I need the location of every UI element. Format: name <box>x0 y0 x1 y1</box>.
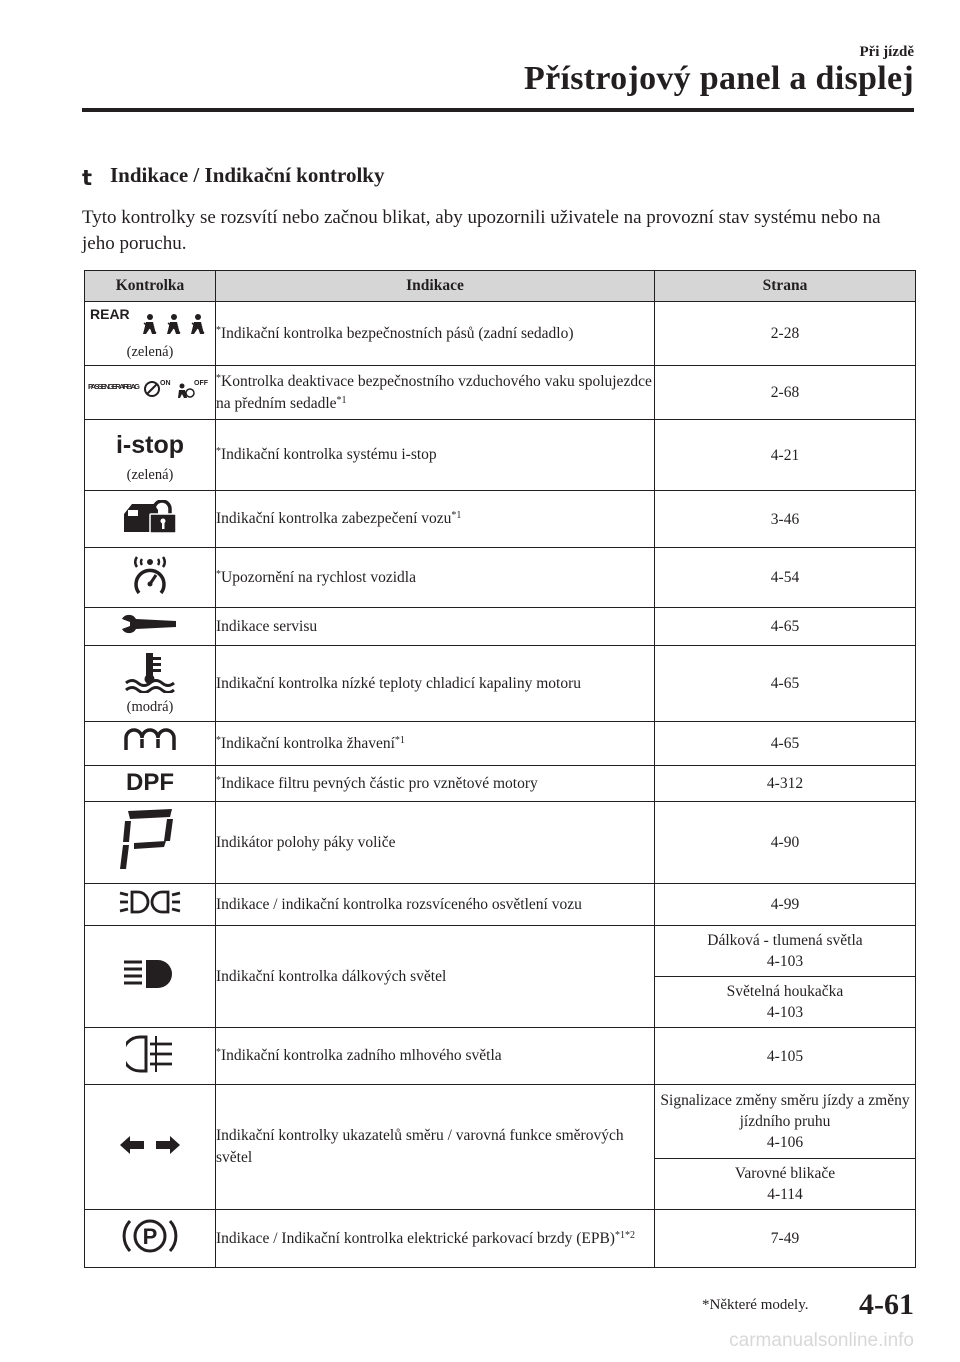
table-row <box>85 766 916 802</box>
page-reference: 3-46 <box>655 491 916 548</box>
icon-cell <box>85 420 216 491</box>
svg-text:ON: ON <box>160 380 171 387</box>
glow-plug-icon <box>120 728 180 759</box>
table-row <box>85 420 916 491</box>
svg-text:OFF: OFF <box>194 380 208 387</box>
page-reference: 4-65 <box>655 608 916 646</box>
description-cell: Indikace / indikační kontrolka rozsvíceného osvětlení vozu <box>216 884 655 926</box>
passenger-airbag-icon <box>88 377 212 408</box>
icon-color-note: (modrá) <box>126 699 174 715</box>
description-cell: *Indikační kontrolka systému i-stop <box>216 420 655 491</box>
page-reference: 4-99 <box>655 884 916 926</box>
page-reference: Dálková - tlumená světla 4-103 <box>655 926 916 977</box>
table-row <box>85 884 916 926</box>
table-row <box>85 722 916 766</box>
wrench-icon <box>120 613 180 640</box>
icon-cell <box>85 1028 216 1085</box>
icon-cell <box>85 1085 216 1210</box>
speed-alert-icon <box>123 553 177 602</box>
svg-text:PASSENGER AIRBAG: PASSENGER AIRBAG <box>88 382 140 391</box>
footnote: *Některé modely. <box>702 1297 809 1313</box>
description-cell: *Indikační kontrolka zadního mlhového světla <box>216 1028 655 1085</box>
i-stop-icon <box>115 427 185 466</box>
description-cell: Indikační kontrolka zabezpečení vozu$^{*1}$ <box>216 491 655 548</box>
page-reference: 4-105 <box>655 1028 916 1085</box>
description-cell: Indikační kontrolka nízké teploty chladicí kapaliny motoru <box>216 646 655 722</box>
icon-cell <box>85 722 216 766</box>
table-row <box>85 608 916 646</box>
page-title: Přístrojový panel a displej <box>524 60 914 97</box>
page-reference: 4-90 <box>655 802 916 884</box>
page-reference: 4-312 <box>655 766 916 802</box>
icon-color-note: (zelená) <box>126 466 174 483</box>
dpf-icon <box>118 768 182 799</box>
page-reference: 7-49 <box>655 1210 916 1268</box>
icon-cell <box>85 1210 216 1268</box>
column-header-icon: Kontrolka <box>85 271 216 302</box>
table-row <box>85 548 916 608</box>
description-cell: Indikace / Indikační kontrolka elektrické parkovací brzdy (EPB)$^{*1*2}$ <box>216 1210 655 1268</box>
page-reference: 4-65 <box>655 722 916 766</box>
page-reference: 4-65 <box>655 646 916 722</box>
column-header-page: Strana <box>655 271 916 302</box>
svg-text:DPF: DPF <box>126 769 174 794</box>
page-reference: 2-68 <box>655 366 916 420</box>
rear-label: REAR <box>90 306 130 322</box>
table-row <box>85 646 916 722</box>
page-reference: 4-54 <box>655 548 916 608</box>
watermark: carmanualsonline.info <box>729 1330 914 1351</box>
icon-cell <box>85 366 216 420</box>
table-row <box>85 366 916 420</box>
table-row <box>85 926 916 977</box>
page-reference: 4-21 <box>655 420 916 491</box>
intro-paragraph: Tyto kontrolky se rozsvítí nebo začnou blikat, aby upozornili uživatele na provozní stav systému nebo na jeho poruchu. <box>82 207 881 254</box>
description-cell: *Upozornění na rychlost vozidla <box>216 548 655 608</box>
description-cell: Indikátor polohy páky voliče <box>216 802 655 884</box>
svg-text:P: P <box>142 1224 158 1249</box>
description-cell: *Indikace filtru pevných částic pro vznětové motory <box>216 766 655 802</box>
description-cell: *Kontrolka deaktivace bezpečnostního vzduchového vaku spolujezdce na předním sedadle$^{*1}$ <box>216 366 655 420</box>
rear-fog-icon <box>126 1034 174 1079</box>
page-reference: Varovné blikače 4-114 <box>655 1159 916 1210</box>
lights-on-icon <box>118 888 182 921</box>
icon-cell <box>85 926 216 1028</box>
coolant-temperature-icon <box>122 651 178 698</box>
page-reference: 2-28 <box>655 302 916 366</box>
icon-color-note: (zelená) <box>126 344 174 360</box>
icon-cell <box>85 802 216 884</box>
indicator-table <box>84 270 916 1268</box>
description-cell: Indikace servisu <box>216 608 655 646</box>
icon-cell <box>85 302 216 366</box>
high-beam-icon <box>122 958 178 995</box>
header-divider <box>82 108 914 112</box>
column-header-desc: Indikace <box>216 271 655 302</box>
page-number: 4-61 <box>859 1288 914 1321</box>
table-row <box>85 1085 916 1159</box>
table-header-row <box>85 271 916 302</box>
electric-parking-brake-icon <box>118 1213 182 1264</box>
rear-seatbelt-icon <box>88 306 212 343</box>
icon-cell <box>85 884 216 926</box>
table-row <box>85 1210 916 1268</box>
icon-cell <box>85 491 216 548</box>
icon-cell <box>85 608 216 646</box>
section-marker: t <box>82 166 93 190</box>
table-row <box>85 802 916 884</box>
svg-text:i-stop: i-stop <box>115 430 185 459</box>
icon-cell <box>85 646 216 722</box>
section-heading: Indikace / Indikační kontrolky <box>110 163 385 187</box>
table-row <box>85 302 916 366</box>
description-cell: Indikační kontrolka dálkových světel <box>216 926 655 1028</box>
table-row <box>85 1028 916 1085</box>
header-section-label: Při jízdě <box>859 44 914 60</box>
icon-cell <box>85 766 216 802</box>
table-row <box>85 491 916 548</box>
description-cell: *Indikační kontrolka žhavení$^{*1}$ <box>216 722 655 766</box>
description-cell: *Indikační kontrolka bezpečnostních pásů (zadní sedadlo) <box>216 302 655 366</box>
icon-cell <box>85 548 216 608</box>
description-cell: Indikační kontrolky ukazatelů směru / varovná funkce směrových světel <box>216 1085 655 1210</box>
turn-signal-icon <box>118 1133 182 1162</box>
shift-position-icon <box>120 807 180 878</box>
page-reference: Signalizace změny směru jízdy a změny jízdního pruhu 4-106 <box>655 1085 916 1159</box>
page-reference: Světelná houkačka 4-103 <box>655 977 916 1028</box>
security-lock-icon <box>120 500 180 539</box>
